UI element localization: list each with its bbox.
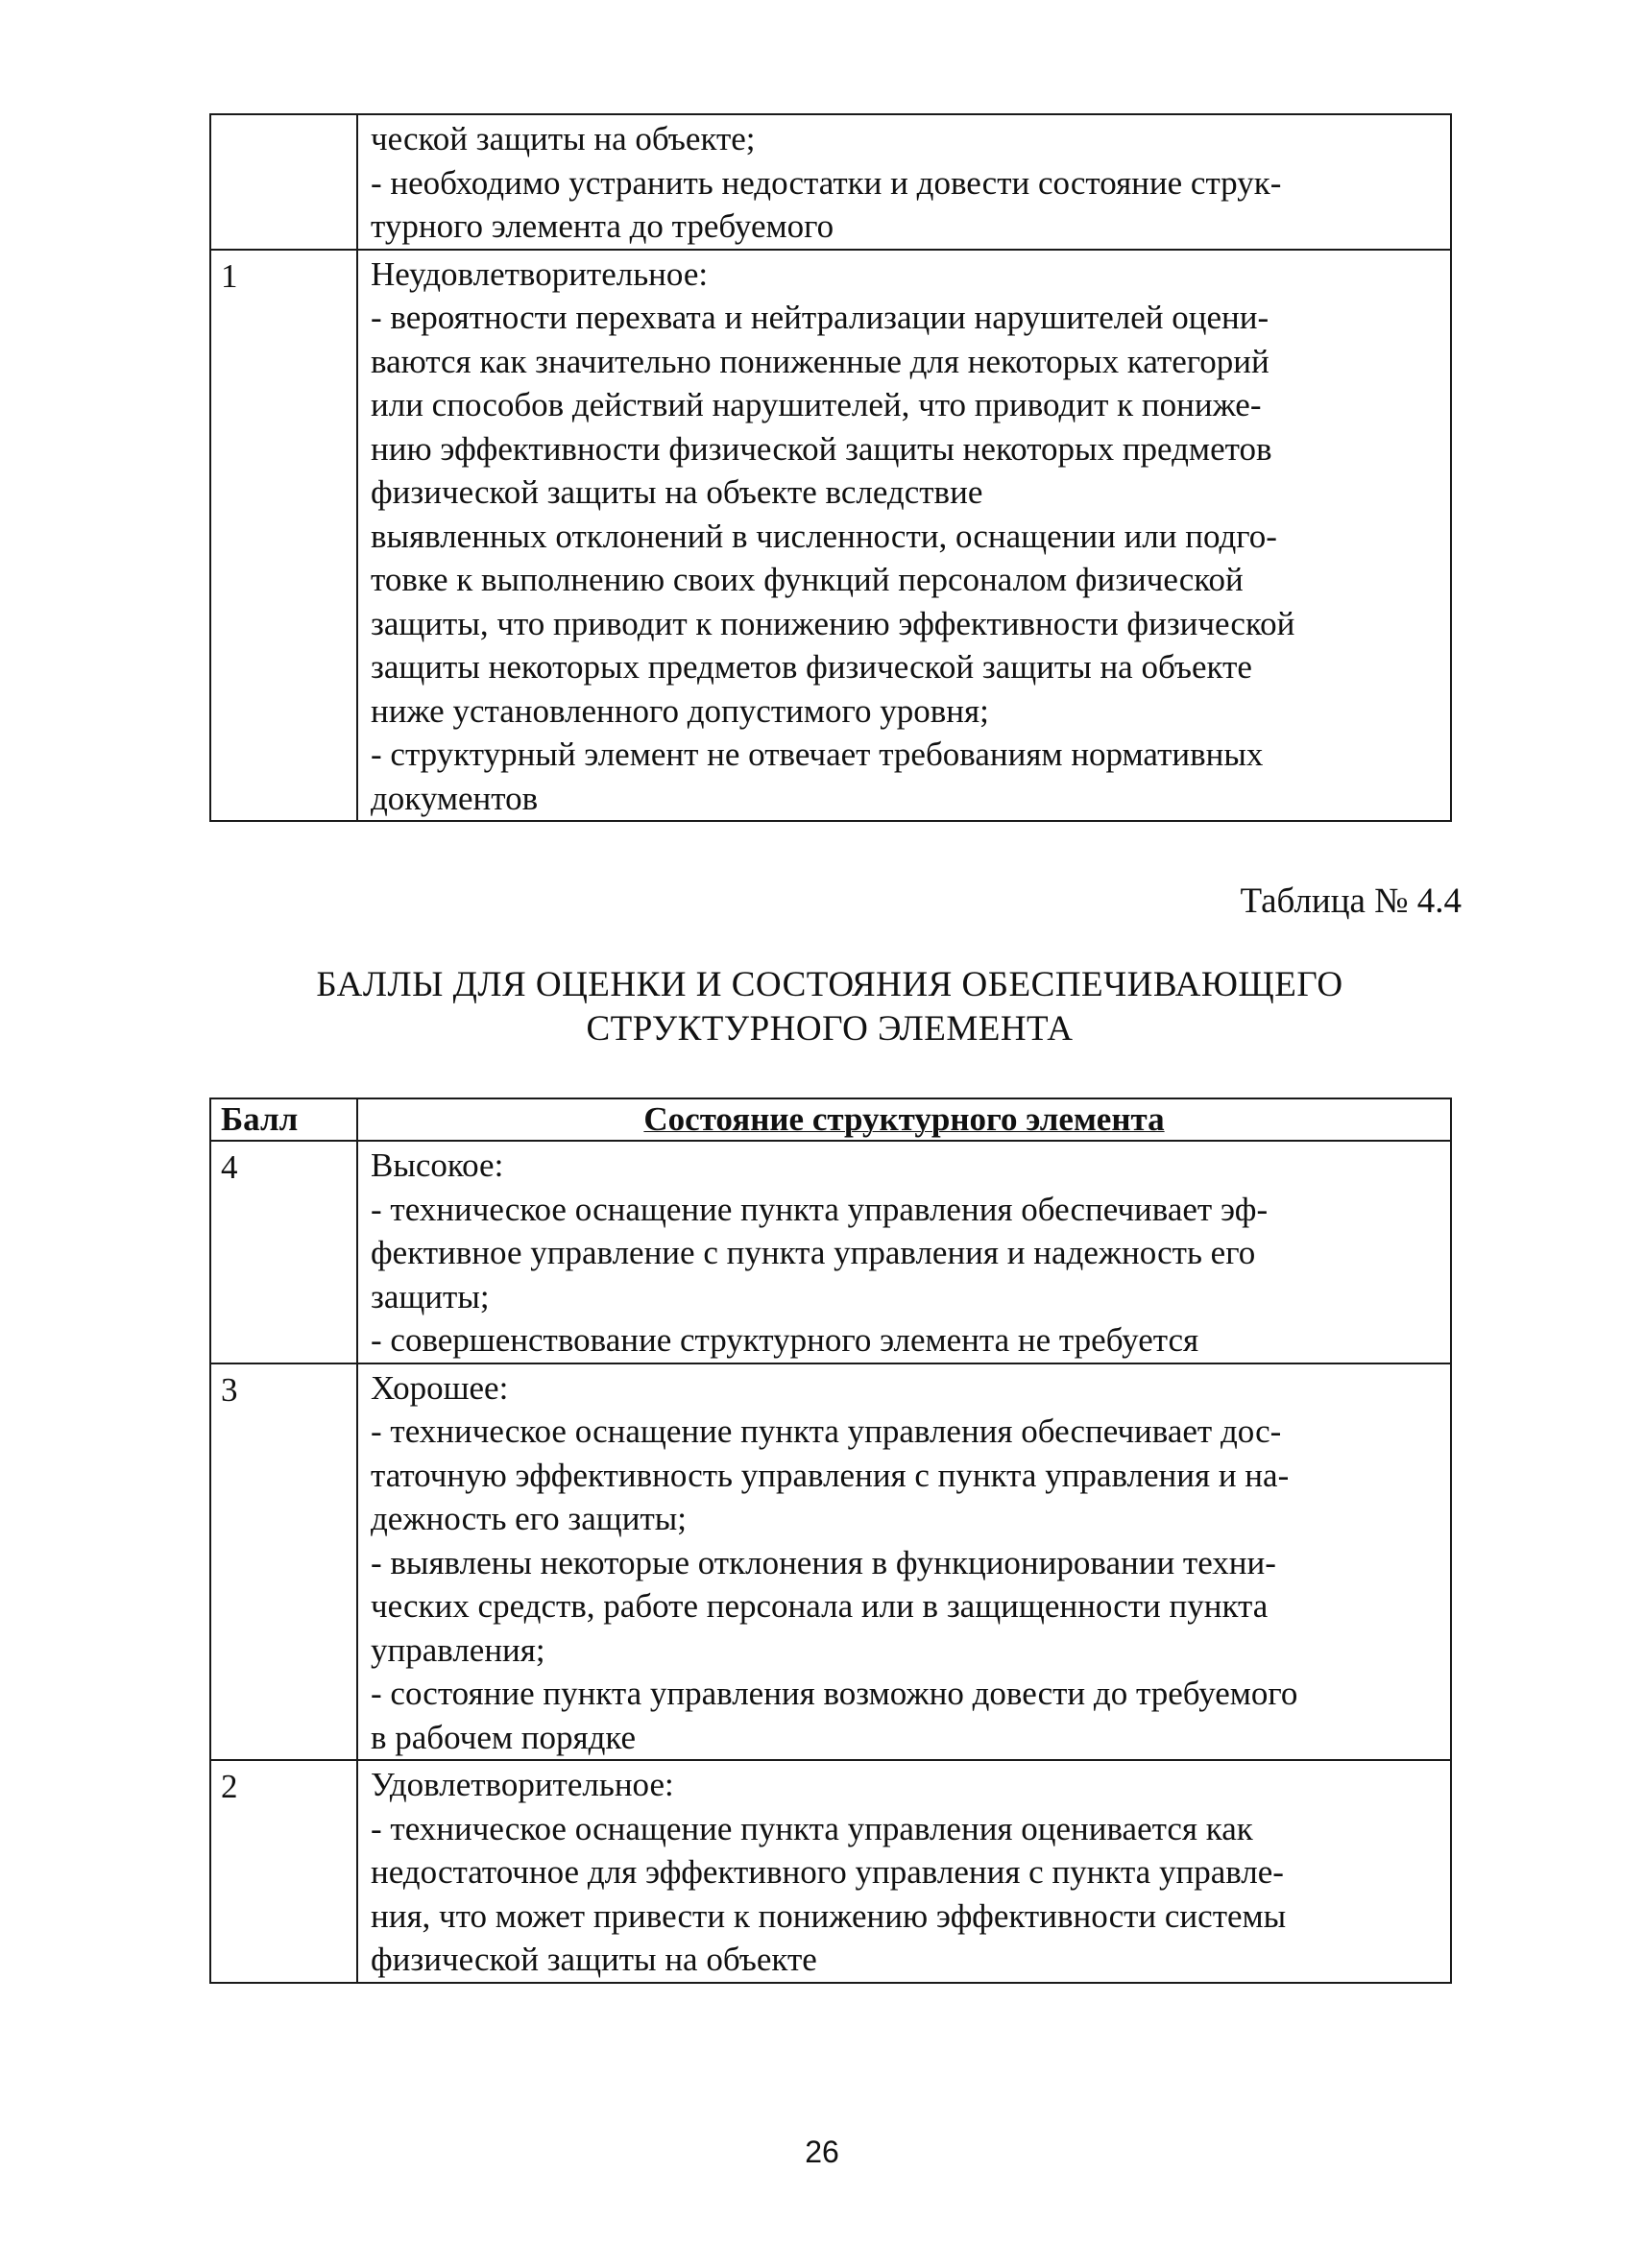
score-cell: 3 xyxy=(210,1363,357,1761)
table-row xyxy=(210,1141,1451,1363)
text-line: - выявлены некоторые отклонения в функционировании техни- xyxy=(371,1543,1276,1581)
text-line: документов xyxy=(371,779,539,817)
heading-line: СТРУКТУРНОГО ЭЛЕМЕНТА xyxy=(586,1009,1074,1049)
text-line: Неудовлетворительное: xyxy=(371,254,709,293)
score-cell xyxy=(210,114,357,250)
text-line: или способов действий нарушителей, что приводит к пониже- xyxy=(371,386,1262,423)
table-number-label: Таблица № 4.4 xyxy=(1240,881,1462,921)
text-line: дежность его защиты; xyxy=(371,1500,688,1537)
table-row xyxy=(210,1760,1451,1983)
text-line: ния, что может привести к понижению эффективности системы xyxy=(371,1896,1287,1935)
score-cell: 2 xyxy=(210,1760,357,1983)
score-cell: 4 xyxy=(210,1141,357,1363)
text-line: - состояние пункта управления возможно довести до требуемого xyxy=(371,1675,1298,1712)
text-line: - необходимо устранить недостатки и довести состояние струк- xyxy=(371,163,1282,202)
text-line: - техническое оснащение пункта управления оценивается как xyxy=(371,1809,1253,1847)
text-line: - техническое оснащение пункта управления обеспечивает дос- xyxy=(371,1412,1282,1450)
description-cell xyxy=(357,1760,1451,1983)
description-cell xyxy=(357,114,1451,250)
text-line: защиты, что приводит к понижению эффективности физической xyxy=(371,604,1295,642)
text-line: - совершенствование структурного элемента не требуется xyxy=(371,1321,1199,1359)
text-line: защиты; xyxy=(371,1277,490,1315)
page-number: 26 xyxy=(805,2135,839,2169)
text-line: - техническое оснащение пункта управления обеспечивает эф- xyxy=(371,1190,1269,1228)
text-line: ниже установленного допустимого уровня; xyxy=(371,691,989,730)
text-line: физической защиты на объекте вследствие xyxy=(371,473,983,511)
text-line: ческой защиты на объекте; xyxy=(371,120,756,157)
criteria-table-continued xyxy=(209,113,1452,822)
text-line: таточную эффективность управления с пункта управления и на- xyxy=(371,1456,1290,1494)
column-header-score: Балл xyxy=(210,1098,357,1141)
table-row xyxy=(210,250,1451,822)
text-line: в рабочем порядке xyxy=(371,1718,637,1756)
description-cell xyxy=(357,250,1451,822)
score-cell: 1 xyxy=(210,250,357,822)
text-line: Хорошее: xyxy=(371,1368,509,1407)
text-line: Высокое: xyxy=(371,1146,504,1184)
text-line: - вероятности перехвата и нейтрализации нарушителей оцени- xyxy=(371,299,1269,336)
text-line: товке к выполнению своих функций персоналом физической xyxy=(371,561,1244,598)
heading-line: БАЛЛЫ ДЛЯ ОЦЕНКИ И СОСТОЯНИЯ ОБЕСПЕЧИВАЮЩЕГО xyxy=(316,965,1343,1004)
scores-table xyxy=(209,1098,1452,1984)
table-row xyxy=(210,1363,1451,1761)
text-line: нию эффективности физической защиты некоторых предметов xyxy=(371,429,1272,468)
text-line: ваются как значительно пониженные для некоторых категорий xyxy=(371,342,1269,380)
table-row xyxy=(210,114,1451,250)
text-line: Удовлетворительное: xyxy=(371,1766,674,1803)
table-header-row xyxy=(210,1098,1451,1141)
text-line: выявленных отклонений в численности, оснащении или подго- xyxy=(371,517,1277,555)
text-line: фективное управление с пункта управления и надежность его xyxy=(371,1234,1256,1271)
text-line: физической защиты на объекте xyxy=(371,1941,817,1978)
description-cell xyxy=(357,1363,1451,1761)
text-line: управления; xyxy=(371,1630,545,1669)
table-heading xyxy=(209,963,1450,1051)
column-header-state: Состояние структурного элемента xyxy=(357,1098,1451,1141)
text-line: недостаточное для эффективного управления с пункта управле- xyxy=(371,1853,1284,1891)
text-line: - структурный элемент не отвечает требованиям нормативных xyxy=(371,736,1264,773)
text-line: ческих средств, работе персонала или в защищенности пункта xyxy=(371,1587,1269,1625)
description-cell xyxy=(357,1141,1451,1363)
text-line: турного элемента до требуемого xyxy=(371,207,834,245)
text-line: защиты некоторых предметов физической защиты на объекте xyxy=(371,648,1252,686)
